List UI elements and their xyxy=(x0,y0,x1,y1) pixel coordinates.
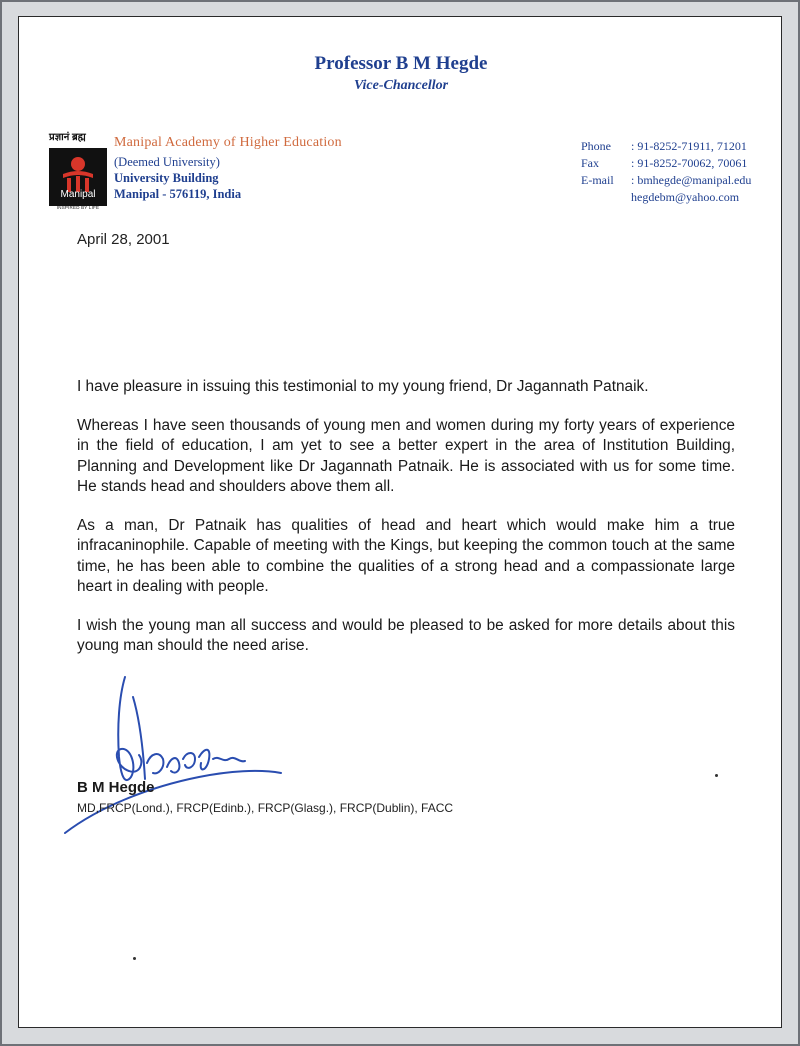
email-value-1: : bmhegde@manipal.edu xyxy=(631,173,752,187)
phone-label: Phone xyxy=(581,139,611,153)
phone-value: : 91-8252-71911, 71201 xyxy=(631,139,747,153)
fax-label: Fax xyxy=(581,156,599,170)
handwritten-signature xyxy=(59,667,319,847)
address-line-2: University Building xyxy=(114,171,219,185)
paper-speck xyxy=(715,774,718,777)
paragraph-4: I wish the young man all success and would be pleased to be asked for more details about this young man should the need arise. xyxy=(77,616,735,654)
signatory-qualifications: MD,FRCP(Lond.), FRCP(Edinb.), FRCP(Glasg.), FRCP(Dublin), FACC xyxy=(77,801,454,815)
email-label: E-mail xyxy=(581,173,614,187)
address-line-3: Manipal - 576119, India xyxy=(114,187,242,201)
letterhead-name: Professor B M Hegde xyxy=(314,53,488,74)
letter-date: April 28, 2001 xyxy=(77,231,170,248)
fax-value: : 91-8252-70062, 70061 xyxy=(631,156,748,170)
letterhead-role: Vice-Chancellor xyxy=(353,78,449,93)
institution-name: Manipal Academy of Higher Education xyxy=(114,135,342,150)
logo-text: Manipal xyxy=(60,189,96,200)
contact-phone xyxy=(581,139,747,154)
logo-tagline: INSPIRED BY LIFE xyxy=(56,205,100,210)
manipal-logo xyxy=(49,134,107,214)
letter-page xyxy=(18,16,782,1028)
address-line-1: (Deemed University) xyxy=(114,155,220,169)
logo-script: प्रज्ञानं ब्रह्म xyxy=(49,132,86,143)
email-value-2: hegdebm@yahoo.com xyxy=(631,190,740,204)
paragraph-3: As a man, Dr Patnaik has qualities of head and heart which would make him a true infracaninophile. Capable of meeting with the Kings, but keeping the common touch at the same time, he has been able to combine the qualities of a strong head and a compassionate large heart in dealing with people. xyxy=(77,516,735,595)
contact-email xyxy=(581,173,751,188)
contact-fax xyxy=(581,156,747,171)
signatory-name: B M Hegde xyxy=(77,779,155,796)
paragraph-1: I have pleasure in issuing this testimonial to my young friend, Dr Jagannath Patnaik. xyxy=(77,378,649,395)
paper-speck xyxy=(133,957,136,960)
letter-body xyxy=(77,377,735,675)
paragraph-2: Whereas I have seen thousands of young men and women during my forty years of experience in the field of education, I am yet to see a better expert in the area of Institution Building, Planning and Development like Dr Jagannath Patnaik. He is associated with us for some time. He stands head and shoulders above them all. xyxy=(77,416,735,495)
